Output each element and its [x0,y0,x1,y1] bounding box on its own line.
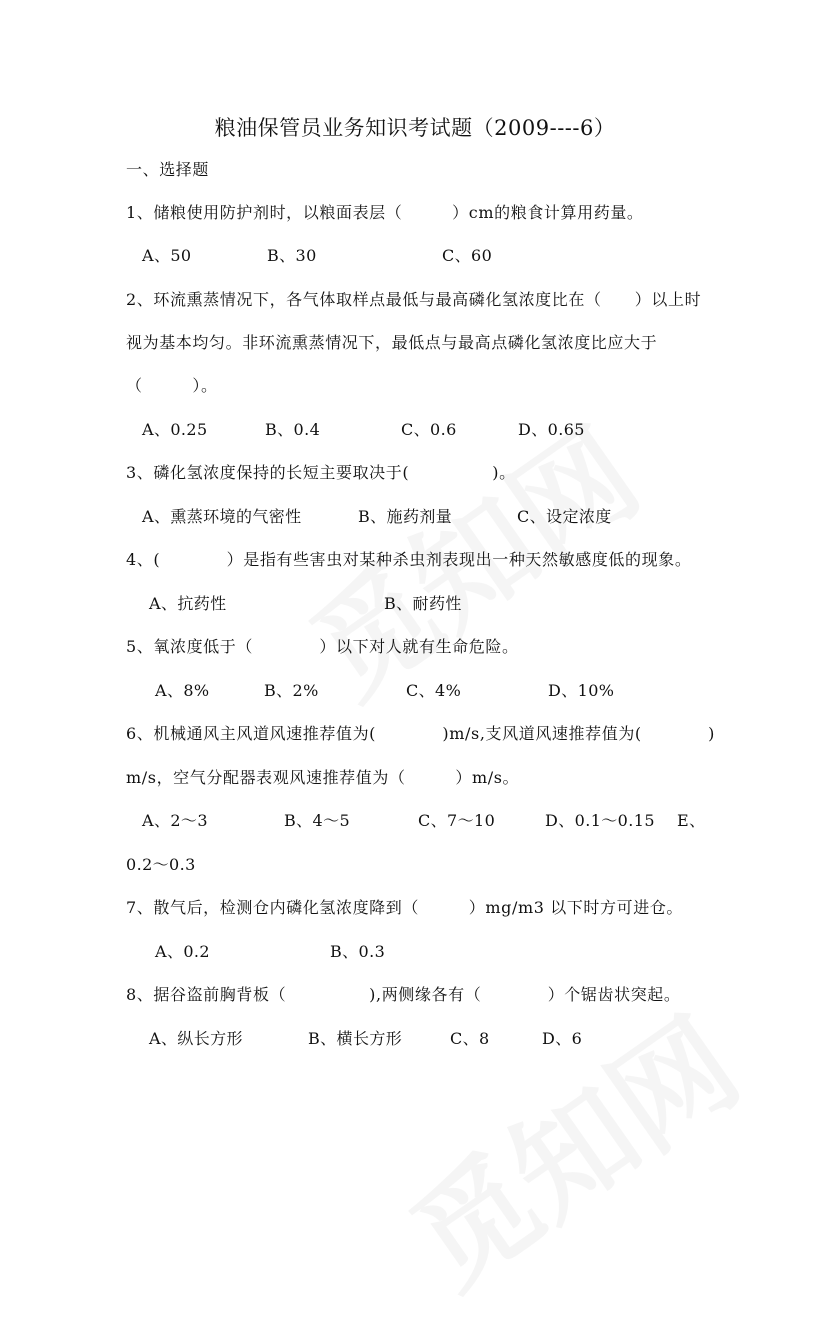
question-2-option-a: A、0.25 [142,420,208,439]
question-3-text: 3、磷化氢浓度保持的长短主要取决于( )。 [126,463,516,482]
question-7-option-a: A、0.2 [155,942,210,961]
question-8-text: 8、据谷盗前胸背板（ ),两侧缘各有（ ）个锯齿状突起。 [126,985,681,1004]
question-2-option-c: C、0.6 [401,420,457,439]
question-6-option-a: A、2～3 [142,811,208,830]
question-6-option-c: C、7～10 [418,811,496,830]
question-8-option-a: A、纵长方形 [149,1029,243,1048]
question-6-option-b: B、4～5 [284,811,351,830]
section-heading: 一、选择题 [126,160,210,179]
question-8-option-b: B、横长方形 [308,1029,403,1048]
question-1-option-c: C、60 [442,246,493,265]
question-3-option-b: B、施药剂量 [358,507,453,526]
question-5-option-b: B、2% [264,681,319,700]
question-8-option-d: D、6 [542,1029,583,1048]
question-2-text: （ ）。 [126,376,218,395]
question-2-text: 2、环流熏蒸情况下，各气体取样点最低与最高磷化氢浓度比在（ ）以上时 [126,290,702,309]
question-4-text: 4、( ）是指有些害虫对某种杀虫剂表现出一种天然敏感度低的现象。 [126,550,692,569]
question-1-option-b: B、30 [267,246,317,265]
question-1-option-a: A、50 [142,246,192,265]
question-6-option-e: E、 [677,811,706,830]
question-2-option-d: D、0.65 [518,420,585,439]
question-7-option-b: B、0.3 [330,942,386,961]
watermark [373,972,767,1319]
question-4-option-b: B、耐药性 [384,594,462,613]
question-3-option-c: C、设定浓度 [517,507,612,526]
question-5-option-a: A、8% [155,681,210,700]
question-3-option-a: A、熏蒸环境的气密性 [142,507,302,526]
question-5-text: 5、氧浓度低于（ ）以下对人就有生命危险。 [126,637,519,656]
question-6-text: m/s，空气分配器表观风速推荐值为（ ）m/s。 [126,768,520,787]
question-2-option-b: B、0.4 [265,420,321,439]
question-5-option-c: C、4% [406,681,462,700]
question-8-option-c: C、8 [450,1029,490,1048]
question-2-text: 视为基本均匀。非环流熏蒸情况下，最低点与最高点磷化氢浓度比应大于 [126,333,658,352]
question-5-option-d: D、10% [548,681,615,700]
question-6-option-e-value: 0.2～0.3 [126,855,196,874]
question-7-text: 7、散气后，检测仓内磷化氢浓度降到（ ）mg/m3 以下时方可进仓。 [126,898,684,917]
question-1-text: 1、储粮使用防护剂时，以粮面表层（ ）cm的粮食计算用药量。 [126,203,644,222]
page-title: 粮油保管员业务知识考试题（2009----6） [214,116,616,140]
question-6-option-d: D、0.1～0.15 [545,811,655,830]
question-6-text: 6、机械通风主风道风速推荐值为( )m/s,支风道风速推荐值为( ) [126,724,716,743]
question-4-option-a: A、抗药性 [149,594,227,613]
